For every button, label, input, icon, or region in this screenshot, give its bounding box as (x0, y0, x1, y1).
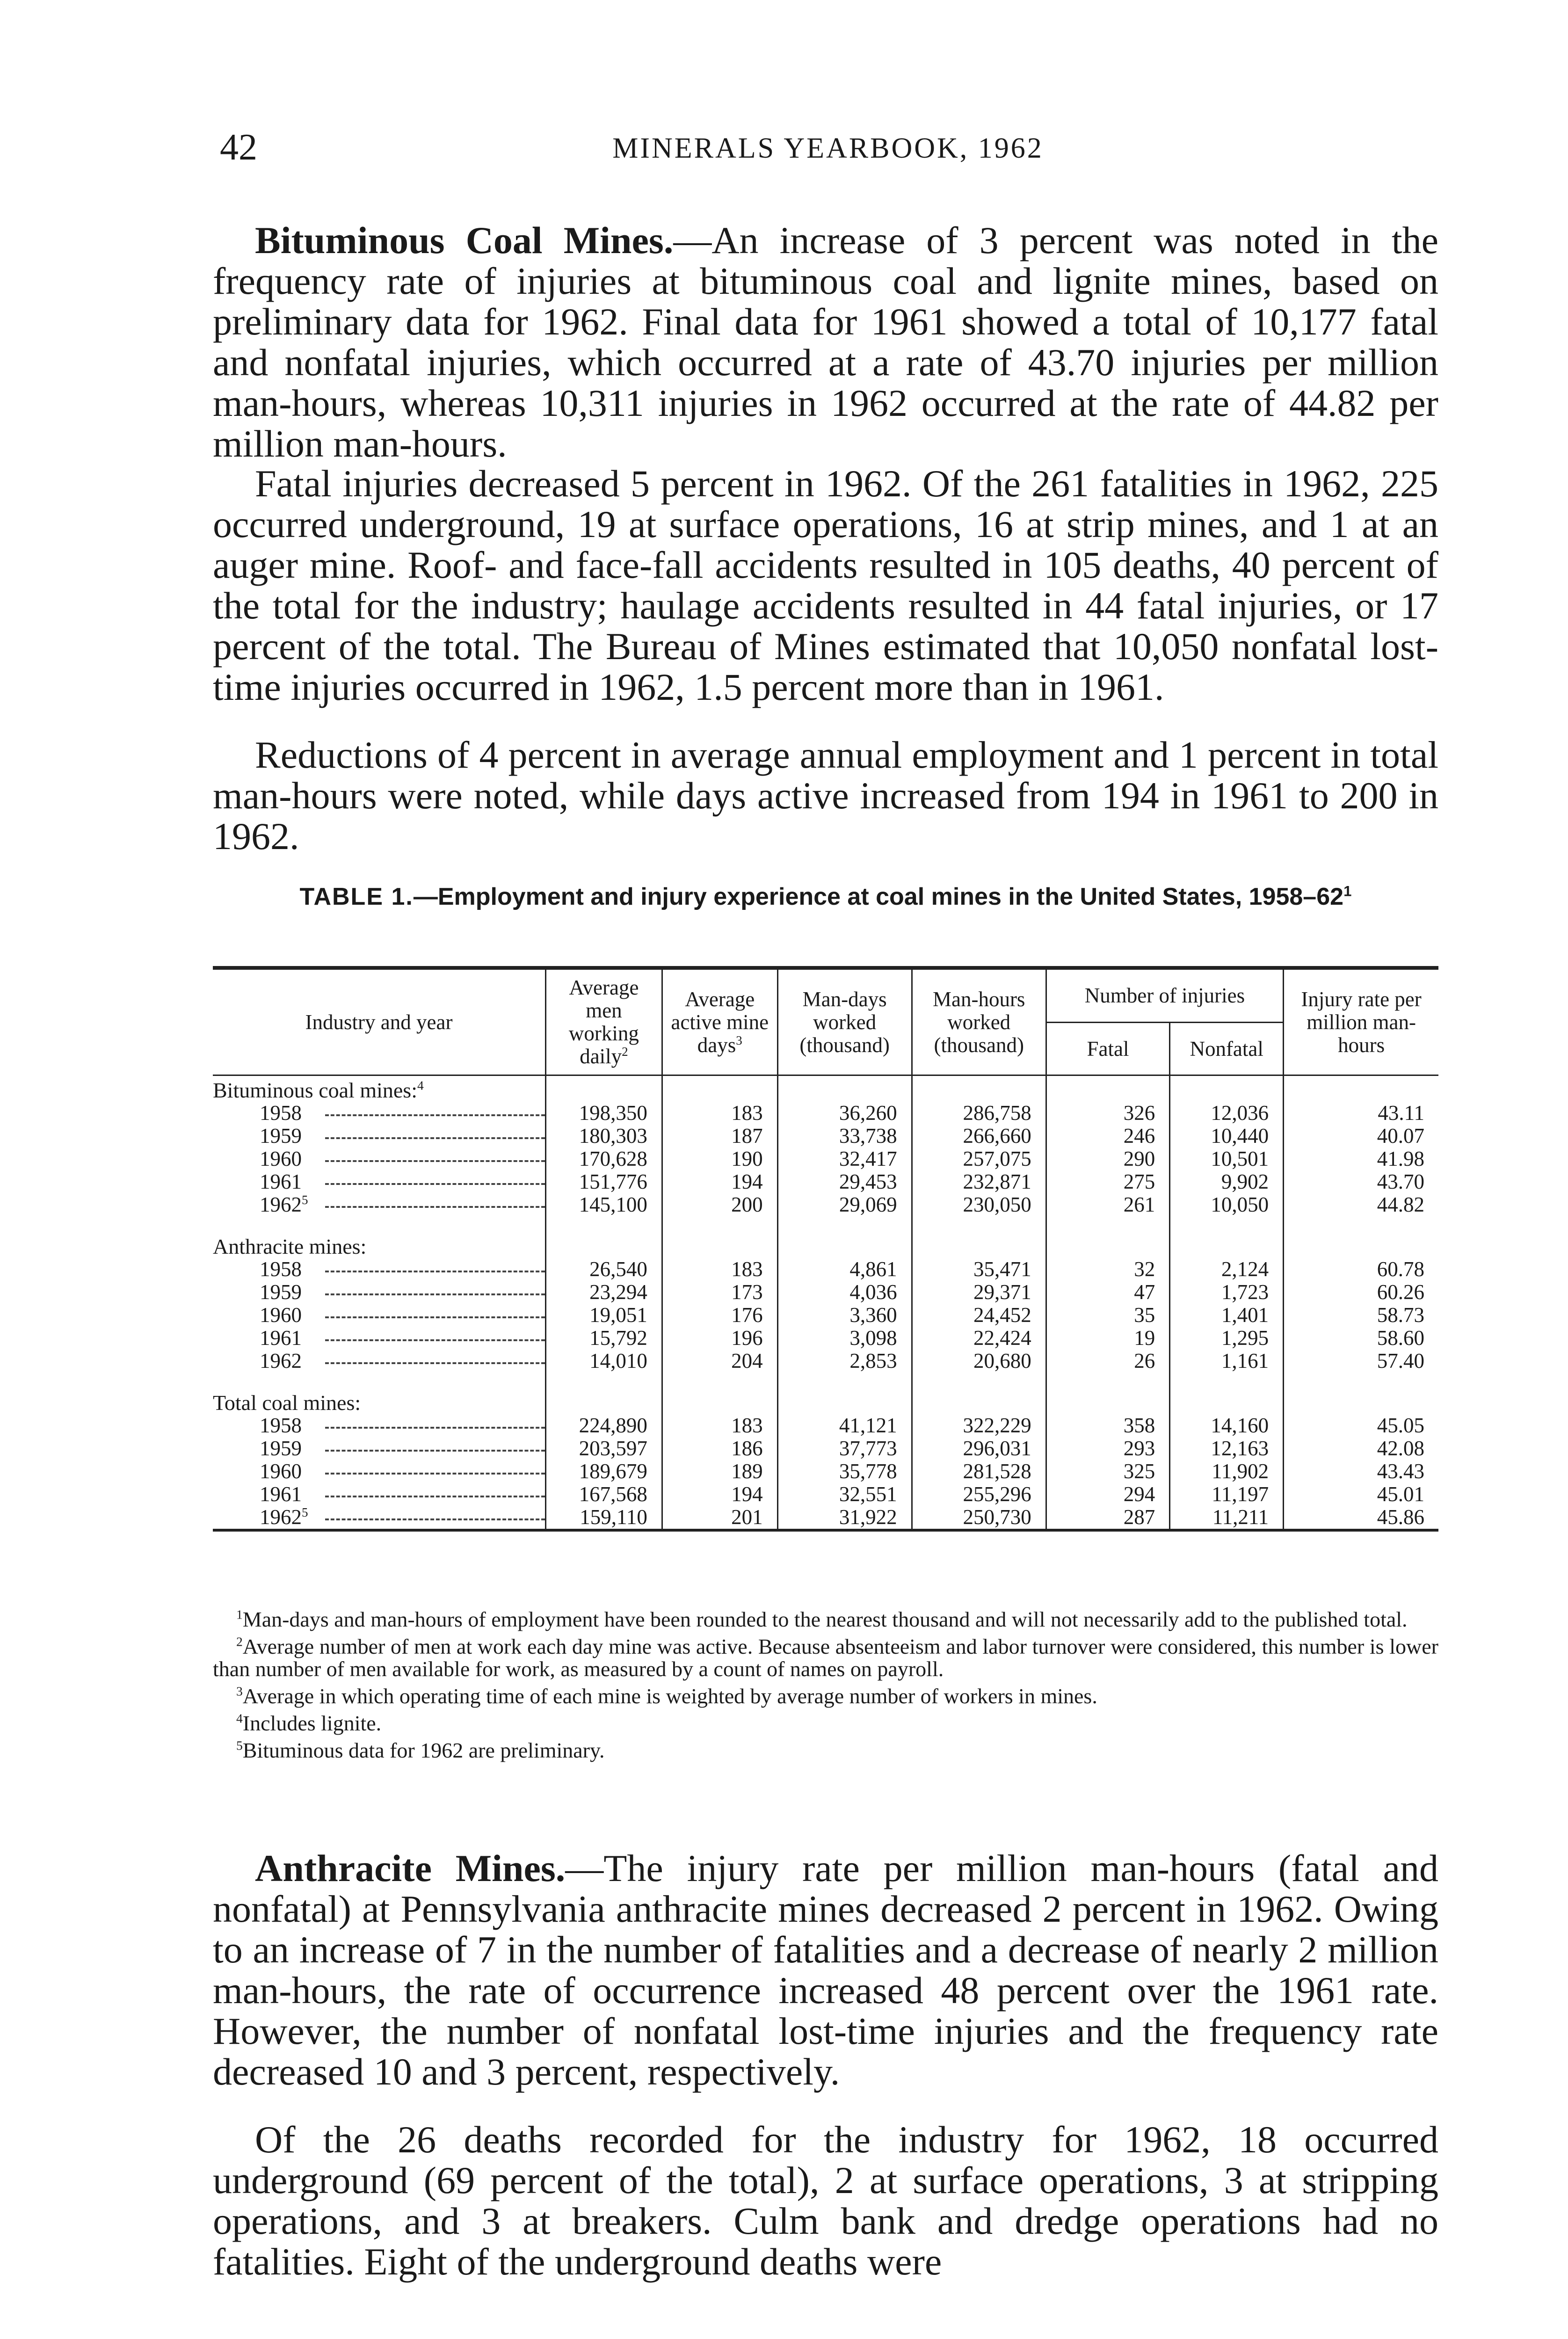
year-label (260, 1125, 325, 1148)
footnotes (213, 1608, 1438, 1766)
cell-rate: 43.70 (1284, 1170, 1438, 1193)
cell-days: 183 (662, 1414, 777, 1437)
anthracite-heading: Anthracite Mines. (255, 1847, 566, 1889)
cell-fatal: 326 (1046, 1102, 1169, 1125)
year-text: 1962 (260, 1505, 302, 1529)
year-cell (213, 1506, 546, 1530)
injury-table (213, 966, 1438, 1532)
dot-leader (325, 1137, 545, 1139)
cell-fatal: 325 (1046, 1460, 1169, 1483)
cell-men: 23,294 (546, 1281, 662, 1304)
cell-men: 19,051 (546, 1304, 662, 1327)
table-row (213, 1125, 1438, 1148)
cell-fatal: 275 (1046, 1170, 1169, 1193)
year-cell (213, 1102, 546, 1125)
bituminous-paragraph-2: Fatal injuries decreased 5 percent in 1962. Of the 261 fatalities in 1962, 225 occurred underground, 19 at surface operations, 16 at strip mines, and 1 at an auger mine. Roof- and face-fall accidents resulted in 105 deaths, 40 percent of the total for the industry; haulage accidents resulted in 44 fatal injuries, or 17 percent of the total. The Bureau of Mines estimated that 10,050 nonfatal lost-time injuries occurred in 1962, 1.5 percent more than in 1961. (213, 462, 1438, 708)
table-row (213, 1414, 1438, 1437)
cell-rate: 42.08 (1284, 1437, 1438, 1460)
year-cell (213, 1304, 546, 1327)
table-spacer (213, 1216, 1438, 1232)
header-injuries: Number of injuries (1046, 968, 1283, 1023)
cell-nonfatal: 1,295 (1170, 1327, 1284, 1350)
cell-rate: 43.11 (1284, 1102, 1438, 1125)
cell-men: 198,350 (546, 1102, 662, 1125)
cell-rate: 40.07 (1284, 1125, 1438, 1148)
cell-days: 186 (662, 1437, 777, 1460)
cell-men: 159,110 (546, 1506, 662, 1530)
table-row (213, 1304, 1438, 1327)
cell-rate: 60.78 (1284, 1258, 1438, 1281)
table-caption-label: TABLE 1. (299, 883, 414, 910)
dot-leader (325, 1271, 545, 1272)
table-caption-note: 1 (1343, 883, 1352, 900)
table-caption-text: —Employment and injury experience at coal mines in the United States, 1958–62 (413, 883, 1344, 910)
year-label (260, 1281, 325, 1304)
cell-men: 170,628 (546, 1148, 662, 1170)
table-row (213, 1460, 1438, 1483)
page-header (220, 126, 1436, 178)
year-cell (213, 1437, 546, 1460)
cell-mandays: 3,360 (777, 1304, 912, 1327)
cell-rate: 45.01 (1284, 1483, 1438, 1506)
dot-leader (325, 1473, 545, 1475)
cell-manhours: 250,730 (912, 1506, 1046, 1530)
group-label-note: 4 (417, 1078, 424, 1093)
year-label (260, 1506, 325, 1529)
cell-days: 173 (662, 1281, 777, 1304)
dot-leader (325, 1339, 545, 1341)
cell-manhours: 24,452 (912, 1304, 1046, 1327)
cell-mandays: 36,260 (777, 1102, 912, 1125)
cell-fatal: 26 (1046, 1350, 1169, 1373)
cell-nonfatal: 12,163 (1170, 1437, 1284, 1460)
bituminous-paragraph-3: Reductions of 4 percent in average annual employment and 1 percent in total man-hours were noted, while days active increased from 194 in 1961 to 200 in 1962. (213, 734, 1438, 857)
table-row (213, 1193, 1438, 1216)
header-days-label: Average active mine days (671, 987, 769, 1057)
cell-nonfatal: 10,440 (1170, 1125, 1284, 1148)
cell-mandays: 32,551 (777, 1483, 912, 1506)
table-row (213, 1170, 1438, 1193)
cell-mandays: 4,861 (777, 1258, 912, 1281)
cell-mandays: 33,738 (777, 1125, 912, 1148)
year-text: 1960 (260, 1303, 302, 1327)
cell-mandays: 4,036 (777, 1281, 912, 1304)
year-cell (213, 1193, 546, 1216)
table-body (213, 1075, 1438, 1531)
year-label (260, 1102, 325, 1125)
cell-mandays: 37,773 (777, 1437, 912, 1460)
cell-rate: 60.26 (1284, 1281, 1438, 1304)
year-text: 1958 (260, 1414, 302, 1437)
cell-nonfatal: 9,902 (1170, 1170, 1284, 1193)
cell-fatal: 358 (1046, 1414, 1169, 1437)
table-caption (213, 882, 1438, 912)
cell-nonfatal: 12,036 (1170, 1102, 1284, 1125)
cell-manhours: 322,229 (912, 1414, 1046, 1437)
footnote-text: Includes lignite. (242, 1711, 382, 1735)
cell-days: 176 (662, 1304, 777, 1327)
cell-manhours: 286,758 (912, 1102, 1046, 1125)
cell-mandays: 2,853 (777, 1350, 912, 1373)
group-label-text: Anthracite mines: (213, 1235, 367, 1258)
cell-rate: 57.40 (1284, 1350, 1438, 1373)
cell-rate: 58.73 (1284, 1304, 1438, 1327)
table-row (213, 1102, 1438, 1125)
cell-nonfatal: 10,050 (1170, 1193, 1284, 1216)
footnote-number: 3 (236, 1684, 243, 1699)
year-cell (213, 1281, 546, 1304)
group-label-text: Bituminous coal mines: (213, 1078, 417, 1102)
cell-men: 15,792 (546, 1327, 662, 1350)
cell-men: 180,303 (546, 1125, 662, 1148)
cell-fatal: 47 (1046, 1281, 1169, 1304)
footnote-text: Man-days and man-hours of employment have been rounded to the nearest thousand and will not necessarily add to the published total. (242, 1607, 1408, 1631)
cell-fatal: 293 (1046, 1437, 1169, 1460)
cell-manhours: 29,371 (912, 1281, 1046, 1304)
header-fatal: Fatal (1046, 1023, 1169, 1075)
cell-nonfatal: 14,160 (1170, 1414, 1284, 1437)
year-cell (213, 1327, 546, 1350)
cell-nonfatal: 11,197 (1170, 1483, 1284, 1506)
cell-nonfatal: 2,124 (1170, 1258, 1284, 1281)
cell-rate: 45.05 (1284, 1414, 1438, 1437)
dot-leader (325, 1362, 545, 1364)
year-cell (213, 1125, 546, 1148)
year-text: 1958 (260, 1101, 302, 1125)
table-row (213, 1148, 1438, 1170)
year-label (260, 1460, 325, 1483)
cell-mandays: 31,922 (777, 1506, 912, 1530)
running-title: MINERALS YEARBOOK, 1962 (612, 132, 1044, 164)
table-row (213, 1350, 1438, 1373)
footnote-number: 4 (236, 1711, 243, 1726)
cell-mandays: 41,121 (777, 1414, 912, 1437)
year-text: 1961 (260, 1326, 302, 1350)
header-days-note: 3 (736, 1033, 742, 1047)
footnote (213, 1608, 1438, 1631)
year-text: 1959 (260, 1124, 302, 1148)
footnote (213, 1739, 1438, 1762)
cell-days: 196 (662, 1327, 777, 1350)
cell-rate: 43.43 (1284, 1460, 1438, 1483)
header-industry: Industry and year (213, 968, 546, 1075)
year-label (260, 1350, 325, 1373)
dot-leader (325, 1316, 545, 1318)
cell-rate: 41.98 (1284, 1148, 1438, 1170)
dot-leader (325, 1427, 545, 1429)
table-row (213, 1327, 1438, 1350)
table-row (213, 1437, 1438, 1460)
cell-men: 224,890 (546, 1414, 662, 1437)
cell-mandays: 29,453 (777, 1170, 912, 1193)
year-text: 1962 (260, 1193, 302, 1216)
cell-fatal: 19 (1046, 1327, 1169, 1350)
cell-manhours: 230,050 (912, 1193, 1046, 1216)
dot-leader (325, 1496, 545, 1497)
footnote (213, 1712, 1438, 1735)
footnote (213, 1635, 1438, 1680)
header-rate: Injury rate per million man-hours (1284, 968, 1438, 1075)
footnote-number: 5 (236, 1738, 243, 1753)
table-row (213, 1281, 1438, 1304)
year-text: 1961 (260, 1482, 302, 1506)
page-number: 42 (220, 127, 257, 168)
cell-days: 194 (662, 1170, 777, 1193)
table-group-row (213, 1075, 1438, 1102)
cell-days: 190 (662, 1148, 777, 1170)
cell-mandays: 32,417 (777, 1148, 912, 1170)
header-manhours: Man-hours worked (thousand) (912, 968, 1046, 1075)
year-label (260, 1414, 325, 1437)
header-days (662, 968, 777, 1075)
cell-rate: 58.60 (1284, 1327, 1438, 1350)
table-row (213, 1258, 1438, 1281)
year-text: 1958 (260, 1257, 302, 1281)
year-cell (213, 1350, 546, 1373)
year-cell (213, 1148, 546, 1170)
cell-manhours: 296,031 (912, 1437, 1046, 1460)
cell-men: 145,100 (546, 1193, 662, 1216)
cell-days: 187 (662, 1125, 777, 1148)
cell-manhours: 281,528 (912, 1460, 1046, 1483)
year-cell (213, 1483, 546, 1506)
cell-nonfatal: 11,211 (1170, 1506, 1284, 1530)
cell-nonfatal: 1,161 (1170, 1350, 1284, 1373)
cell-days: 189 (662, 1460, 777, 1483)
header-men-note: 2 (622, 1045, 628, 1059)
dot-leader (325, 1450, 545, 1452)
year-label (260, 1258, 325, 1281)
cell-nonfatal: 1,401 (1170, 1304, 1284, 1327)
cell-rate: 44.82 (1284, 1193, 1438, 1216)
cell-manhours: 35,471 (912, 1258, 1046, 1281)
cell-manhours: 232,871 (912, 1170, 1046, 1193)
header-men-label: Average men working daily (568, 976, 639, 1068)
cell-fatal: 294 (1046, 1483, 1169, 1506)
cell-fatal: 32 (1046, 1258, 1169, 1281)
cell-men: 167,568 (546, 1483, 662, 1506)
cell-days: 183 (662, 1258, 777, 1281)
cell-men: 14,010 (546, 1350, 662, 1373)
cell-men: 26,540 (546, 1258, 662, 1281)
cell-fatal: 246 (1046, 1125, 1169, 1148)
footnote (213, 1685, 1438, 1707)
year-label (260, 1148, 325, 1170)
table-group-row (213, 1232, 1438, 1258)
footnote-text: Average number of men at work each day mine was active. Because absenteeism and labor turnover were considered, this number is lower than number of men available for work, as measured by a count of names on payroll. (213, 1634, 1438, 1681)
cell-men: 189,679 (546, 1460, 662, 1483)
cell-days: 194 (662, 1483, 777, 1506)
cell-fatal: 261 (1046, 1193, 1169, 1216)
dot-leader (325, 1183, 545, 1185)
year-cell (213, 1170, 546, 1193)
cell-days: 200 (662, 1193, 777, 1216)
cell-manhours: 257,075 (912, 1148, 1046, 1170)
year-note: 5 (302, 1505, 308, 1519)
dot-leader (325, 1160, 545, 1162)
dot-leader (325, 1518, 545, 1520)
cell-manhours: 255,296 (912, 1483, 1046, 1506)
dot-leader (325, 1114, 545, 1116)
anthracite-paragraph-2: Of the 26 deaths recorded for the industry for 1962, 18 occurred underground (69 percent of the total), 2 at surface operations, 3 at stripping operations, and 3 at breakers. Culm bank and dredge operations had no fatalities. Eight of the underground deaths were (213, 2118, 1438, 2283)
bituminous-paragraph-1 (213, 220, 1438, 464)
group-label (213, 1075, 546, 1102)
footnote-number: 2 (236, 1634, 243, 1649)
cell-manhours: 20,680 (912, 1350, 1046, 1373)
cell-days: 183 (662, 1102, 777, 1125)
header-men (546, 968, 662, 1075)
cell-days: 201 (662, 1506, 777, 1530)
cell-fatal: 287 (1046, 1506, 1169, 1530)
year-text: 1960 (260, 1460, 302, 1483)
year-label (260, 1170, 325, 1193)
table-spacer (213, 1373, 1438, 1388)
dot-leader (325, 1293, 545, 1295)
year-label (260, 1193, 325, 1216)
table-row (213, 1506, 1438, 1530)
cell-men: 151,776 (546, 1170, 662, 1193)
cell-nonfatal: 11,902 (1170, 1460, 1284, 1483)
dot-leader (325, 1206, 545, 1208)
year-cell (213, 1258, 546, 1281)
cell-men: 203,597 (546, 1437, 662, 1460)
cell-mandays: 35,778 (777, 1460, 912, 1483)
footnote-text: Bituminous data for 1962 are preliminary. (242, 1738, 605, 1762)
anthracite-paragraph-1 (213, 1848, 1438, 2092)
year-label (260, 1483, 325, 1506)
cell-mandays: 29,069 (777, 1193, 912, 1216)
cell-rate: 45.86 (1284, 1506, 1438, 1530)
footnote-text: Average in which operating time of each mine is weighted by average number of workers in mines. (242, 1684, 1097, 1708)
anthracite-text-1: —The injury rate per million man-hours (fatal and nonfatal) at Pennsylvania anthracite mines decreased 2 percent in 1962. Owing to an increase of 7 in the number of fatalities and a decrease of nearly 2 million man-hours, the rate of occurrence increased 48 percent over the 1961 rate. However, the number of nonfatal lost-time injuries and the frequency rate decreased 10 and 3 percent, respectively. (213, 1847, 1438, 2093)
bituminous-heading: Bituminous Coal Mines. (255, 219, 674, 262)
table-group-row (213, 1388, 1438, 1414)
year-note: 5 (302, 1193, 308, 1207)
year-label (260, 1327, 325, 1350)
year-cell (213, 1460, 546, 1483)
year-text: 1961 (260, 1170, 302, 1193)
year-text: 1959 (260, 1280, 302, 1304)
header-nonfatal: Nonfatal (1170, 1023, 1284, 1075)
table-row (213, 1483, 1438, 1506)
year-cell (213, 1414, 546, 1437)
group-label-text: Total coal mines: (213, 1391, 361, 1415)
group-label (213, 1388, 546, 1414)
group-label (213, 1232, 546, 1258)
header-mandays: Man-days worked (thousand) (777, 968, 912, 1075)
cell-nonfatal: 10,501 (1170, 1148, 1284, 1170)
year-text: 1959 (260, 1437, 302, 1460)
footnote-number: 1 (236, 1607, 243, 1622)
bituminous-text-1: —An increase of 3 percent was noted in the frequency rate of injuries at bituminous coal and lignite mines, based on preliminary data for 1962. Final data for 1961 showed a total of 10,177 fatal and nonfatal injuries, which occurred at a rate of 43.70 injuries per million man-hours, whereas 10,311 injuries in 1962 occurred at the rate of 44.82 per million man-hours. (213, 219, 1439, 465)
year-text: 1962 (260, 1349, 302, 1373)
cell-days: 204 (662, 1350, 777, 1373)
cell-manhours: 22,424 (912, 1327, 1046, 1350)
year-text: 1960 (260, 1147, 302, 1170)
cell-fatal: 290 (1046, 1148, 1169, 1170)
cell-nonfatal: 1,723 (1170, 1281, 1284, 1304)
cell-fatal: 35 (1046, 1304, 1169, 1327)
cell-mandays: 3,098 (777, 1327, 912, 1350)
year-label (260, 1437, 325, 1460)
year-label (260, 1304, 325, 1327)
cell-manhours: 266,660 (912, 1125, 1046, 1148)
